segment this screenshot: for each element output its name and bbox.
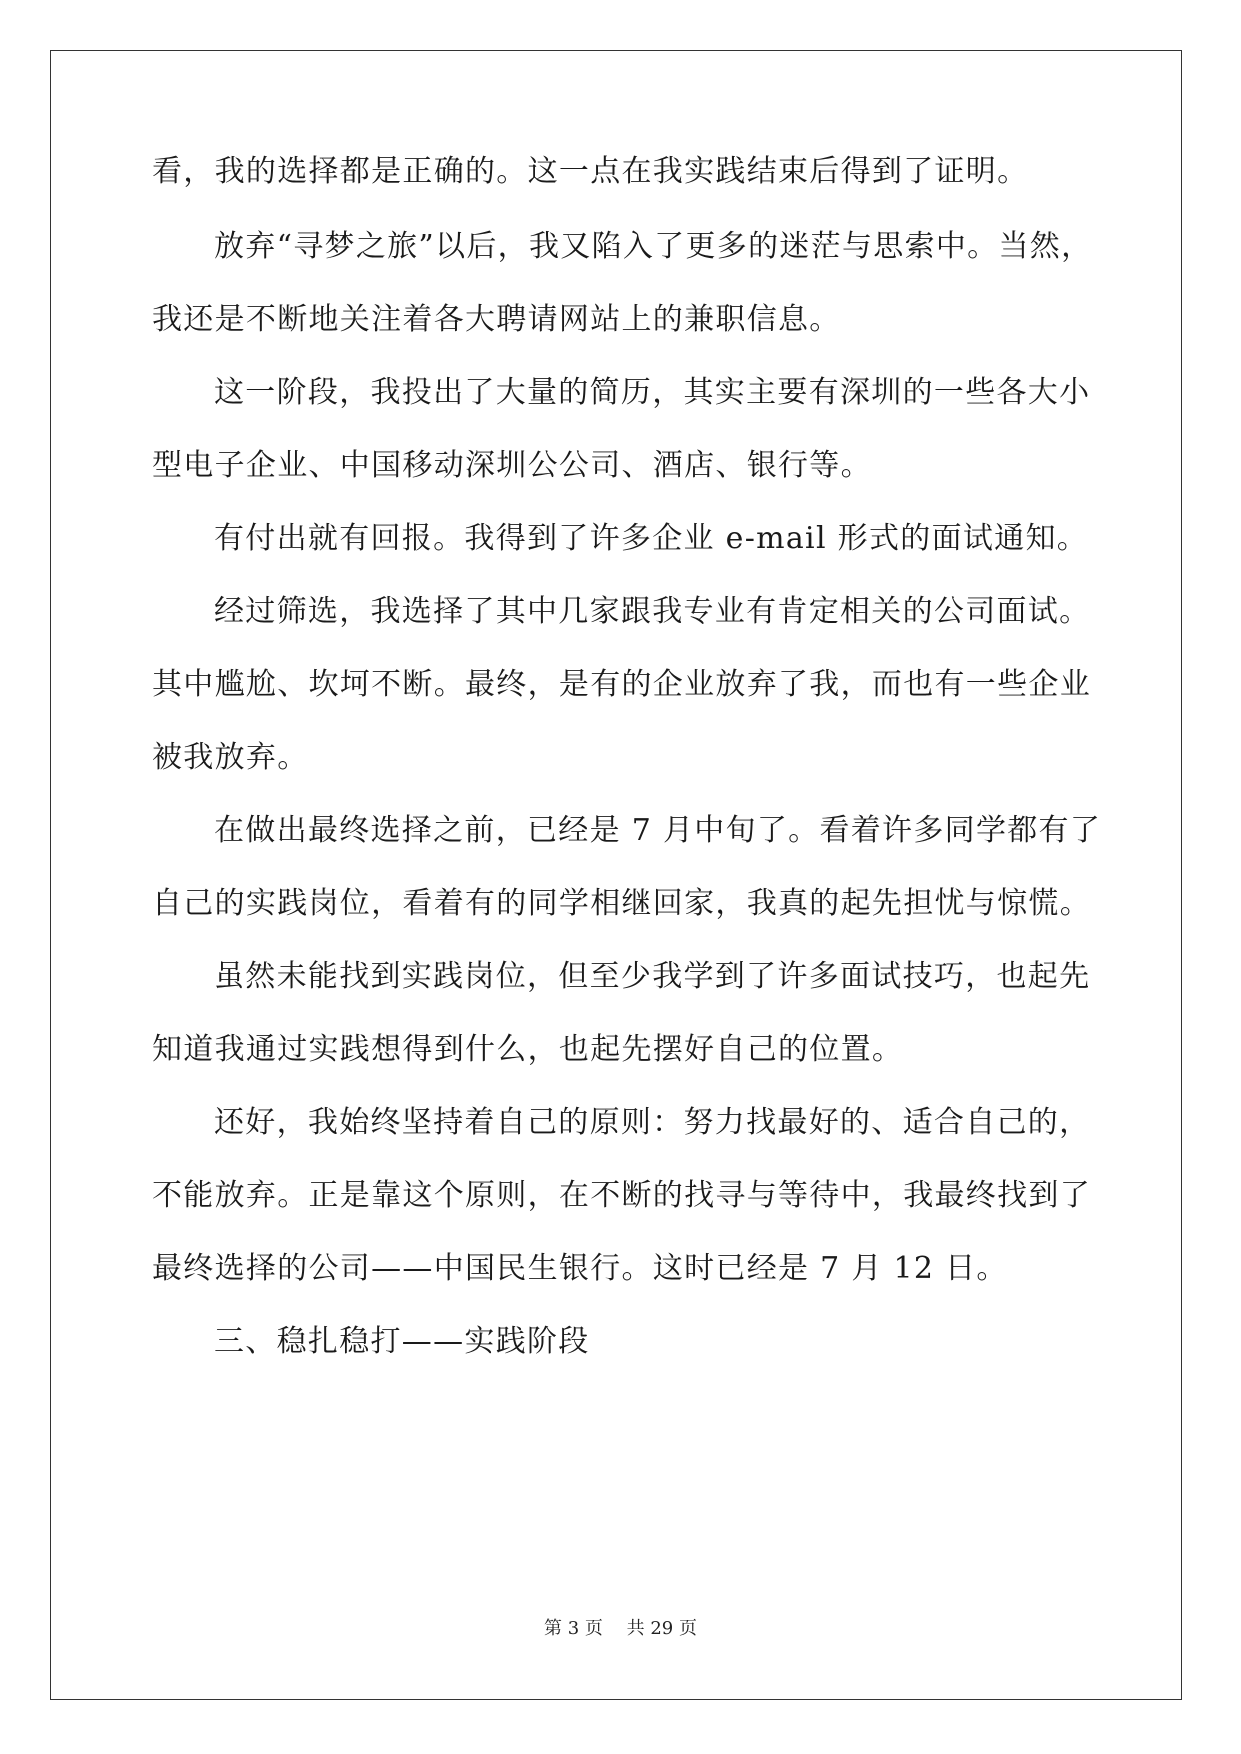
body-line: 有付出就有回报。我得到了许多企业 e-mail 形式的面试通知。 (214, 521, 1089, 556)
body-line: 最终选择的公司——中国民生银行。这时已经是 7 月 12 日。 (152, 1251, 1008, 1286)
body-line: 看，我的选择都是正确的。这一点在我实践结束后得到了证明。 (152, 154, 1029, 189)
body-line: 其中尴尬、坎坷不断。最终，是有的企业放弃了我，而也有一些企业 (152, 667, 1091, 702)
body-line: 经过筛选，我选择了其中几家跟我专业有肯定相关的公司面试。 (214, 594, 1091, 629)
body-line: 我还是不断地关注着各大聘请网站上的兼职信息。 (152, 302, 841, 337)
page-number-footer: 第 3 页 共 29 页 (544, 1618, 697, 1639)
page-border (50, 50, 1182, 1700)
section-heading: 三、稳扎稳打——实践阶段 (214, 1324, 590, 1359)
body-line: 这一阶段，我投出了大量的简历，其实主要有深圳的一些各大小 (214, 375, 1091, 410)
body-line: 知道我通过实践想得到什么，也起先摆好自己的位置。 (152, 1032, 904, 1067)
body-line: 被我放弃。 (152, 740, 309, 775)
body-line: 还好，我始终坚持着自己的原则：努力找最好的、适合自己的， (214, 1105, 1091, 1140)
body-line: 自己的实践岗位，看着有的同学相继回家，我真的起先担忧与惊慌。 (152, 886, 1091, 921)
body-line: 型电子企业、中国移动深圳公公司、酒店、银行等。 (152, 448, 872, 483)
body-line: 放弃“寻梦之旅”以后，我又陷入了更多的迷茫与思索中。当然， (214, 229, 1093, 264)
body-line: 在做出最终选择之前，已经是 7 月中旬了。看着许多同学都有了 (214, 813, 1102, 848)
body-line: 虽然未能找到实践岗位，但至少我学到了许多面试技巧，也起先 (214, 959, 1091, 994)
body-line: 不能放弃。正是靠这个原则，在不断的找寻与等待中，我最终找到了 (152, 1178, 1091, 1213)
